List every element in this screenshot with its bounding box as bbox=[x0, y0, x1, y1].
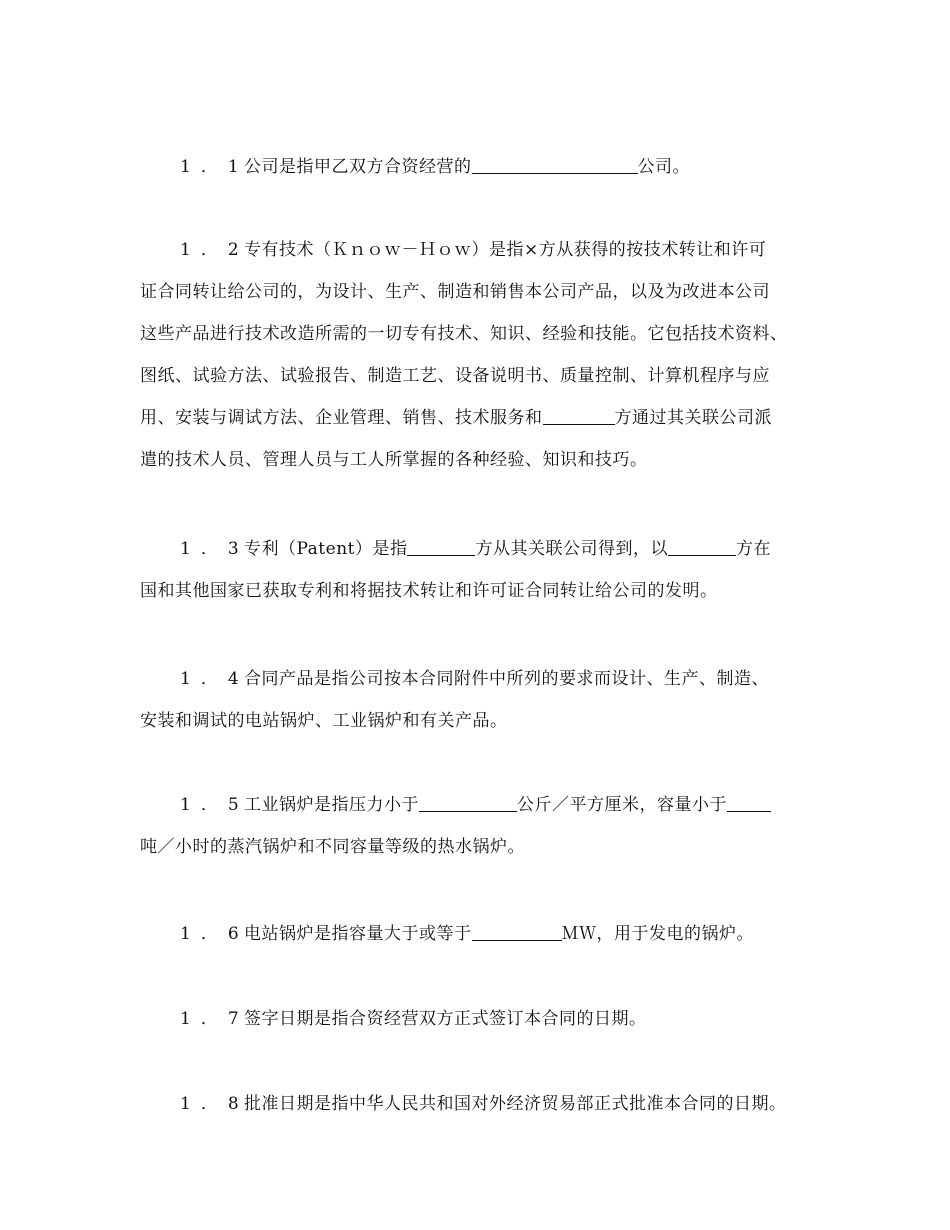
clause-text: 国和其他国家已获取专利和将据技术转让和许可证合同转让给公司的发明。 bbox=[140, 581, 718, 601]
clause-line bbox=[140, 570, 830, 612]
clause-text: 方在 bbox=[735, 539, 771, 559]
clause-number: 1．6 bbox=[180, 924, 249, 944]
fill-in-blank bbox=[668, 537, 736, 556]
clause-text: 工业锅炉是指压力小于 bbox=[244, 795, 419, 815]
clause-text: 批准日期是指中华人民共和国对外经济贸易部正式批准本合同的日期。 bbox=[244, 1094, 787, 1114]
clause-1-3 bbox=[140, 528, 830, 612]
clause-line bbox=[140, 998, 830, 1040]
clause-text: 合同产品是指公司按本合同附件中所列的要求而设计、生产、制造、 bbox=[244, 669, 769, 689]
clause-text: 专有技术（Ｋｎｏｗ－Ｈｏｗ）是指×方从获得的按技术转让和许可 bbox=[244, 240, 767, 260]
clause-line bbox=[140, 146, 830, 188]
clause-number: 1．5 bbox=[180, 795, 249, 815]
clause-text: 公司是指甲乙双方合资经营的 bbox=[244, 157, 472, 177]
clause-line bbox=[140, 658, 830, 700]
clause-text: 吨／小时的蒸汽锅炉和不同容量等级的热水锅炉。 bbox=[140, 837, 525, 857]
clause-1-6 bbox=[140, 913, 830, 955]
clause-text: 安装和调试的电站锅炉、工业锅炉和有关产品。 bbox=[140, 711, 508, 731]
clause-text: 方通过其关联公司派 bbox=[614, 408, 772, 428]
fill-in-blank bbox=[472, 922, 562, 941]
clause-1-8 bbox=[140, 1083, 830, 1125]
fill-in-blank bbox=[419, 793, 517, 812]
clause-text: 方从其关联公司得到，以 bbox=[475, 539, 668, 559]
fill-in-blank bbox=[472, 155, 638, 174]
clause-text: 这些产品进行技术改造所需的一切专有技术、知识、经验和技能。它包括技术资料、 bbox=[140, 324, 788, 344]
clause-line bbox=[140, 913, 830, 955]
clause-number: 1．3 bbox=[180, 539, 249, 559]
clause-text: 专利（Patent）是指 bbox=[244, 539, 408, 559]
clause-1-5 bbox=[140, 784, 830, 868]
clause-1-4 bbox=[140, 658, 830, 742]
clause-1-2 bbox=[140, 229, 830, 481]
clause-number: 1．2 bbox=[180, 240, 249, 260]
clause-line bbox=[140, 784, 830, 826]
clause-text: 电站锅炉是指容量大于或等于 bbox=[244, 924, 472, 944]
clause-line bbox=[140, 397, 830, 439]
clause-line bbox=[140, 700, 830, 742]
clause-text: 图纸、试验方法、试验报告、制造工艺、设备说明书、质量控制、计算机程序与应 bbox=[140, 366, 770, 386]
clause-line bbox=[140, 826, 830, 868]
clause-line bbox=[140, 313, 830, 355]
clause-1-7 bbox=[140, 998, 830, 1040]
clause-text: ＭＷ，用于发电的锅炉。 bbox=[561, 924, 754, 944]
clause-line bbox=[140, 355, 830, 397]
clause-line bbox=[140, 439, 830, 481]
clause-number: 1．4 bbox=[180, 669, 249, 689]
clause-line bbox=[140, 528, 830, 570]
clause-text: 用、安装与调试方法、企业管理、销售、技术服务和 bbox=[140, 408, 543, 428]
clause-1-1 bbox=[140, 146, 830, 188]
clause-line bbox=[140, 229, 830, 271]
clause-number: 1．7 bbox=[180, 1009, 249, 1029]
clause-line bbox=[140, 271, 830, 313]
fill-in-blank bbox=[727, 793, 771, 812]
clause-number: 1．1 bbox=[180, 157, 249, 177]
fill-in-blank bbox=[407, 537, 475, 556]
clause-text: 证合同转让给公司的，为设计、生产、制造和销售本公司产品，以及为改进本公司 bbox=[140, 282, 770, 302]
fill-in-blank bbox=[543, 406, 615, 425]
clause-text: 公斤／平方厘米，容量小于 bbox=[517, 795, 727, 815]
clause-text: 签字日期是指合资经营双方正式签订本合同的日期。 bbox=[244, 1009, 647, 1029]
clause-text: 遣的技术人员、管理人员与工人所掌握的各种经验、知识和技巧。 bbox=[140, 450, 648, 470]
clause-text: 公司。 bbox=[637, 157, 690, 177]
clause-number: 1．8 bbox=[180, 1094, 249, 1114]
clause-line bbox=[140, 1083, 830, 1125]
